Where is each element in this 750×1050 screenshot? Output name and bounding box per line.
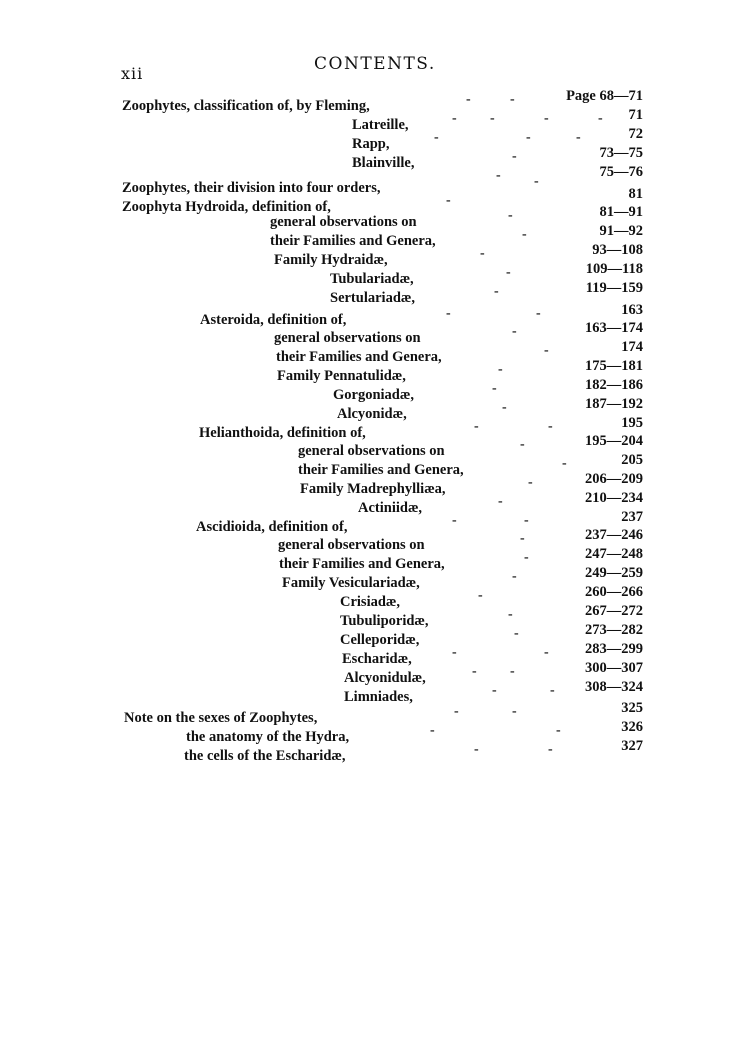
leader-dash: - [492, 683, 497, 698]
toc-page-ref: 72 [628, 126, 643, 142]
leader-dash: - [466, 92, 471, 107]
leader-dash: - [506, 265, 511, 280]
leader-dash: - [526, 130, 531, 145]
toc-entry-text: Zoophyta Hydroida, definition of, [122, 199, 331, 215]
toc-page-ref: 93—108 [592, 242, 643, 258]
toc-page-ref: 175—181 [585, 358, 643, 374]
toc-page-ref: 91—92 [599, 223, 643, 239]
leader-dash: - [492, 381, 497, 396]
leader-dash: - [498, 362, 503, 377]
toc-entry-text: Helianthoida, definition of, [199, 425, 366, 441]
leader-dash: - [548, 419, 553, 434]
toc-entry-text: general observations on [274, 330, 421, 346]
leader-dash: - [556, 723, 561, 738]
toc-page-ref: 81—91 [599, 204, 643, 220]
toc-entry-text: Zoophytes, their division into four orders, [122, 180, 381, 196]
toc-entry-text: Asteroida, definition of, [200, 312, 347, 328]
leader-dash: - [598, 111, 603, 126]
leader-dash: - [562, 456, 567, 471]
leader-dash: - [498, 494, 503, 509]
toc-entry-text: their Families and Genera, [276, 349, 442, 365]
leader-dash: - [434, 130, 439, 145]
toc-page-ref: Page 68—71 [566, 88, 643, 104]
toc-page-ref: 206—209 [585, 471, 643, 487]
leader-dash: - [522, 227, 527, 242]
toc-page-ref: 300—307 [585, 660, 643, 676]
toc-page-ref: 73—75 [599, 145, 643, 161]
leader-dash: - [502, 400, 507, 415]
toc-page-ref: 260—266 [585, 584, 643, 600]
toc-entry-text: their Families and Genera, [298, 462, 464, 478]
toc-page-ref: 247—248 [585, 546, 643, 562]
leader-dash: - [474, 742, 479, 757]
page-number: xii [121, 64, 144, 83]
leader-dash: - [550, 683, 555, 698]
leader-dash: - [474, 419, 479, 434]
leader-dash: - [544, 343, 549, 358]
leader-dash: - [544, 111, 549, 126]
leader-dash: - [510, 92, 515, 107]
toc-entry [0, 738, 750, 767]
toc-entry-text: the anatomy of the Hydra, [186, 729, 350, 745]
toc-entry-text: Note on the sexes of Zoophytes, [124, 710, 318, 726]
leader-dash: - [544, 645, 549, 660]
toc-entry-text: Family Hydraidæ, [274, 252, 388, 268]
toc-entry-text: Family Vesiculariadæ, [282, 575, 420, 591]
toc-page-ref: 273—282 [585, 622, 643, 638]
toc-page-ref: 249—259 [585, 565, 643, 581]
leader-dash: - [478, 588, 483, 603]
leader-dash: - [534, 174, 539, 189]
toc-entry-text: general observations on [298, 443, 445, 459]
leader-dash: - [508, 607, 513, 622]
toc-entry-text: Latreille, [352, 117, 409, 133]
toc-entry-text: Blainville, [352, 155, 415, 171]
leader-dash: - [452, 645, 457, 660]
leader-dash: - [524, 513, 529, 528]
leader-dash: - [514, 626, 519, 641]
toc-entry-text: Alcyonidæ, [337, 406, 407, 422]
leader-dash: - [512, 324, 517, 339]
toc-entry-text: Gorgoniadæ, [333, 387, 414, 403]
toc-page-ref: 210—234 [585, 490, 643, 506]
toc-entry [0, 174, 750, 202]
toc-page-ref: 326 [621, 719, 643, 735]
toc-entry-text: Tubulariadæ, [330, 271, 414, 287]
leader-dash: - [536, 306, 541, 321]
toc-page-ref: 187—192 [585, 396, 643, 412]
toc-page-ref: 119—159 [585, 280, 643, 296]
leader-dash: - [494, 284, 499, 299]
toc-entry-text: Family Madrephylliæa, [300, 481, 446, 497]
toc-page-ref: 163 [621, 302, 643, 318]
toc-page-ref: 195 [621, 415, 643, 431]
leader-dash: - [512, 149, 517, 164]
toc-page-ref: 205 [621, 452, 643, 468]
toc-page-ref: 81 [628, 186, 643, 202]
leader-dash: - [512, 704, 517, 719]
toc-entry-text: their Families and Genera, [279, 556, 445, 572]
toc-page-ref: 237—246 [585, 527, 643, 543]
toc-page-ref: 283—299 [585, 641, 643, 657]
toc-entry-text: Sertulariadæ, [330, 290, 415, 306]
leader-dash: - [472, 664, 477, 679]
leader-dash: - [548, 742, 553, 757]
toc-entry-text: general observations on [278, 537, 425, 553]
toc-page-ref: 75—76 [599, 164, 643, 180]
toc-entry-text: Celleporidæ, [340, 632, 420, 648]
leader-dash: - [512, 569, 517, 584]
toc-page-ref: 182—186 [585, 377, 643, 393]
leader-dash: - [576, 130, 581, 145]
toc-page-ref: 308—324 [585, 679, 643, 695]
toc-page-ref: 109—118 [585, 261, 643, 277]
running-head: CONTENTS. [314, 54, 436, 74]
toc-entry-text: the cells of the Escharidæ, [184, 748, 346, 764]
leader-dash: - [430, 723, 435, 738]
toc-entry-text: Actiniidæ, [358, 500, 423, 516]
leader-dash: - [446, 306, 451, 321]
toc-page-ref: 325 [621, 700, 643, 716]
toc-page-ref: 267—272 [585, 603, 643, 619]
toc-entry-text: Alcyonidulæ, [344, 670, 426, 686]
leader-dash: - [454, 704, 459, 719]
toc-entry-text: Escharidæ, [342, 651, 412, 667]
toc-page-ref: 163—174 [585, 320, 643, 336]
leader-dash: - [452, 111, 457, 126]
toc-page-ref: 237 [621, 509, 643, 525]
toc-entry-text: their Families and Genera, [270, 233, 436, 249]
leader-dash: - [524, 550, 529, 565]
leader-dash: - [520, 531, 525, 546]
leader-dash: - [496, 168, 501, 183]
toc-page-ref: 195—204 [585, 433, 643, 449]
toc-page-ref: 327 [621, 738, 643, 754]
toc-page-ref: 71 [628, 107, 643, 123]
toc-entry-text: Family Pennatulidæ, [277, 368, 406, 384]
toc-entry-text: Limniades, [344, 689, 413, 705]
toc-entry-text: Zoophytes, classification of, by Fleming, [122, 98, 370, 114]
leader-dash: - [508, 208, 513, 223]
leader-dash: - [452, 513, 457, 528]
leader-dash: - [520, 437, 525, 452]
leader-dash: - [490, 111, 495, 126]
toc-entry-text: Tubuliporidæ, [340, 613, 429, 629]
leader-dash: - [480, 246, 485, 261]
leader-dash: - [446, 193, 451, 208]
toc-entry-text: Crisiadæ, [340, 594, 401, 610]
leader-dash: - [510, 664, 515, 679]
toc-page-ref: 174 [621, 339, 643, 355]
leader-dash: - [528, 475, 533, 490]
toc-entry-text: general observations on [270, 214, 417, 230]
toc-entry-text: Rapp, [352, 136, 390, 152]
toc-entry-text: Ascidioida, definition of, [196, 519, 348, 535]
